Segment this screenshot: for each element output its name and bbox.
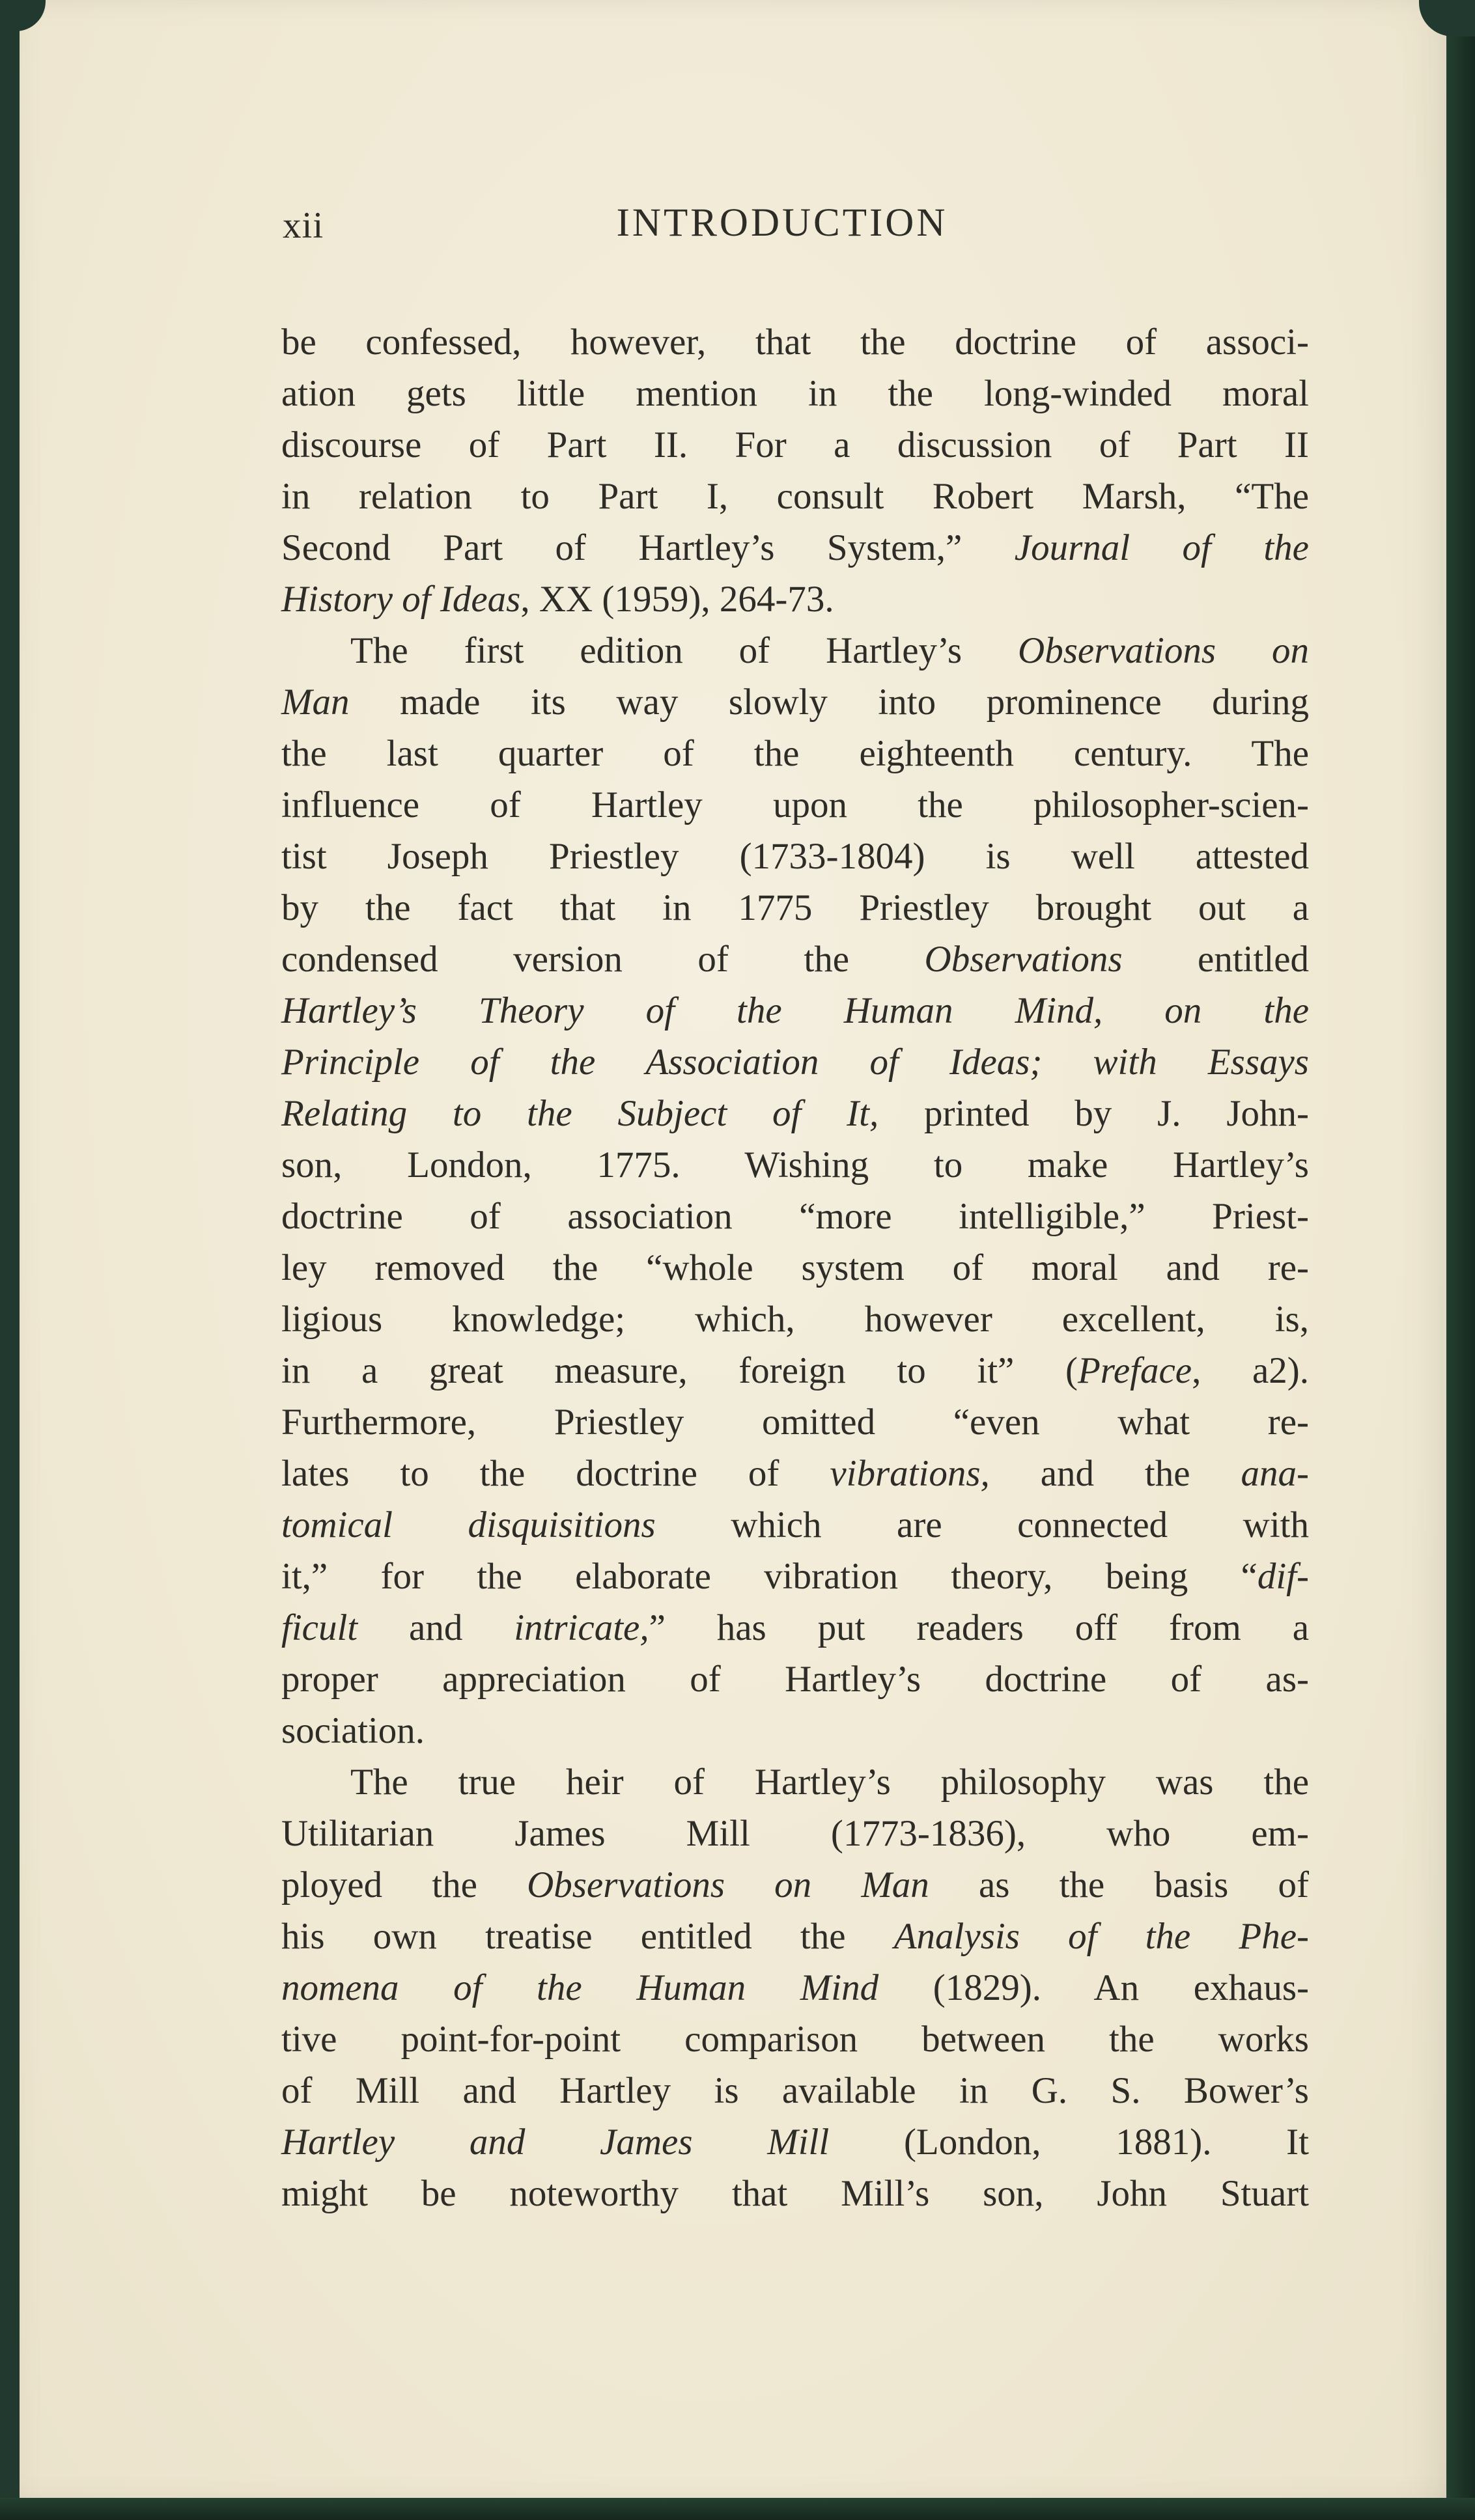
text-line: tist Joseph Priestley (1733-1804) is well attested (281, 836, 1309, 877)
text-block (281, 201, 1309, 2219)
text-line: ficult and intricate,” has put readers off from a (281, 1607, 1309, 1648)
text-line: son, London, 1775. Wishing to make Hartley’s (281, 1144, 1309, 1185)
page-header (281, 201, 1309, 259)
text-line: The first edition of Hartley’s Observations on (350, 630, 1309, 671)
text-line: ley removed the “whole system of moral and re- (281, 1247, 1309, 1288)
text-line: condensed version of the Observations entitled (281, 939, 1309, 980)
text-line: lates to the doctrine of vibrations, and the ana- (281, 1453, 1309, 1494)
body-text (281, 316, 1309, 2219)
text-line: Relating to the Subject of It, printed by J. John- (281, 1093, 1309, 1134)
text-line: in relation to Part I, consult Robert Marsh, “The (281, 476, 1309, 517)
page-number: xii (283, 205, 324, 246)
text-line: in a great measure, foreign to it” (Preface, a2). (281, 1350, 1309, 1391)
text-line: proper appreciation of Hartley’s doctrine of as- (281, 1659, 1309, 1700)
page-corner-top-right (1419, 0, 1475, 36)
text-line: Hartley’s Theory of the Human Mind, on the (281, 990, 1309, 1031)
page-edge-left (0, 0, 20, 2520)
text-line: might be noteworthy that Mill’s son, John Stuart (281, 2173, 1309, 2214)
page-edge-right (1446, 0, 1475, 2520)
text-line: Hartley and James Mill (London, 1881). It (281, 2122, 1309, 2163)
text-line: Principle of the Association of Ideas; with Essays (281, 1042, 1309, 1083)
text-line: be confessed, however, that the doctrine of associ- (281, 322, 1309, 363)
text-line: tive point-for-point comparison between the works (281, 2019, 1309, 2060)
text-line: it,” for the elaborate vibration theory, being “dif- (281, 1556, 1309, 1597)
page-header-title: INTRODUCTION (616, 201, 948, 245)
text-line: Second Part of Hartley’s System,” Journal of the (281, 527, 1309, 568)
page-edge-bottom (0, 2498, 1475, 2520)
text-line: ligious knowledge; which, however excellent, is, (281, 1299, 1309, 1340)
text-line: History of Ideas, XX (1959), 264-73. (281, 579, 834, 620)
text-line: by the fact that in 1775 Priestley brought out a (281, 887, 1309, 928)
text-line: ation gets little mention in the long-winded moral (281, 373, 1309, 414)
text-line: sociation. (281, 1710, 425, 1751)
page-corner-top-left (0, 0, 46, 31)
text-line: doctrine of association “more intelligible,” Priest- (281, 1196, 1309, 1237)
text-line: tomical disquisitions which are connected with (281, 1504, 1310, 1545)
text-line: Furthermore, Priestley omitted “even what re- (281, 1402, 1309, 1443)
text-line: of Mill and Hartley is available in G. S. Bower’s (281, 2070, 1309, 2111)
text-line: Man made its way slowly into prominence during (281, 682, 1309, 723)
text-line: The true heir of Hartley’s philosophy was the (350, 1762, 1309, 1803)
text-line: ployed the Observations on Man as the basis of (281, 1864, 1309, 1905)
text-line: influence of Hartley upon the philosopher-scien- (281, 784, 1309, 825)
text-line: nomena of the Human Mind (1829). An exhaus- (281, 1967, 1309, 2008)
text-line: the last quarter of the eighteenth century. The (281, 733, 1309, 774)
text-line: his own treatise entitled the Analysis of the Phe- (281, 1916, 1309, 1957)
text-line: Utilitarian James Mill (1773-1836), who em- (281, 1813, 1309, 1854)
text-line: discourse of Part II. For a discussion of Part II (281, 424, 1309, 465)
